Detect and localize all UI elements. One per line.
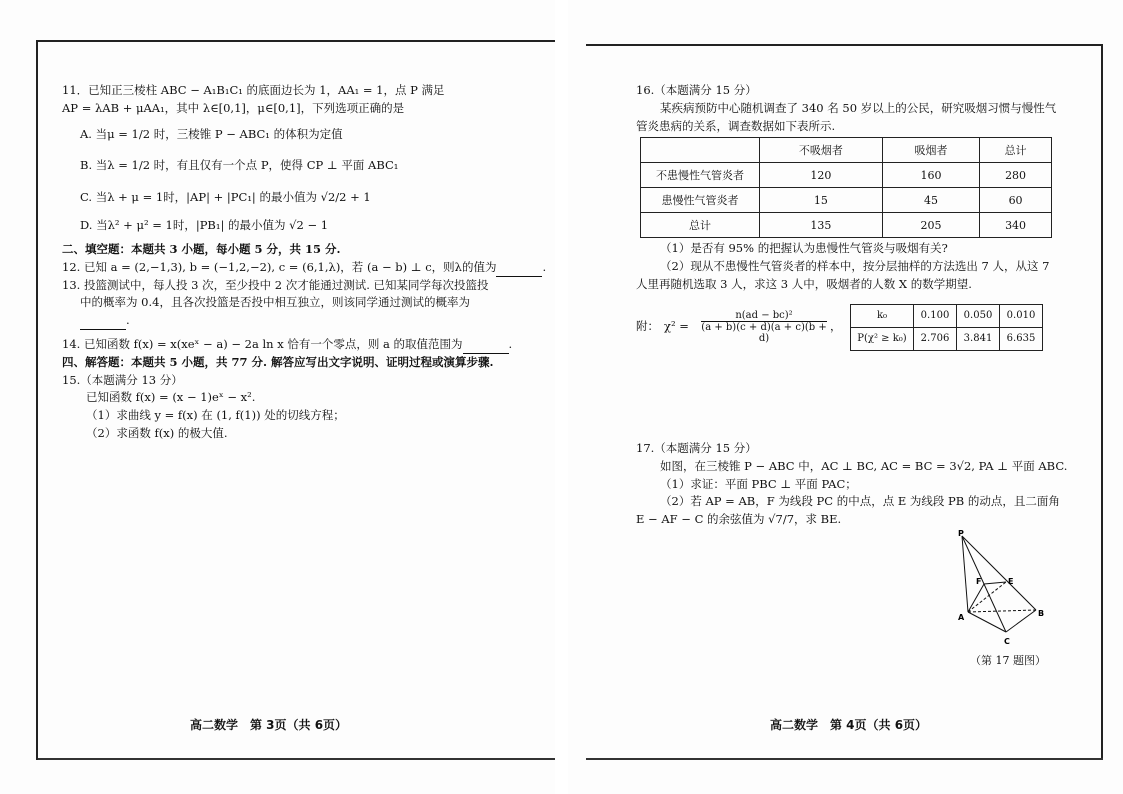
survey-table	[640, 137, 1052, 238]
segment-af	[968, 584, 984, 612]
left-border	[36, 40, 38, 760]
appendix	[636, 304, 1096, 356]
chi-square-formula	[701, 310, 827, 344]
table-cell: 160	[882, 163, 979, 188]
q12-blank	[496, 264, 542, 277]
table-cell: 总计	[641, 213, 760, 238]
q11-option-d: D. 当λ² + μ² = 1时，|PB₁| 的最小值为 √2 − 1	[80, 218, 329, 233]
q11-option-b: B. 当λ = 1/2 时，有且仅有一个点 P，使得 CP ⊥ 平面 ABC₁	[80, 158, 399, 173]
figure-caption: （第 17 题图）	[970, 654, 1046, 667]
q13-end: .	[126, 313, 130, 328]
edge-cb	[1006, 610, 1036, 632]
q13-line3	[62, 312, 532, 330]
edge-ac	[968, 612, 1006, 632]
q13-line2: 中的概率为 0.4，且各次投篮是否投中相互独立，则该同学通过测试的概率为	[80, 295, 470, 310]
pyramid-figure	[948, 528, 1048, 650]
table-cell: 280	[980, 163, 1052, 188]
appendix-comma: ，	[830, 318, 842, 333]
q11-line1: 11．已知正三棱柱 ABC − A₁B₁C₁ 的底面边长为 1，AA₁ = 1，点 P 满足	[62, 83, 445, 97]
top-border	[586, 44, 1103, 46]
q17-part2-line1: （2）若 AP = AB，F 为线段 PC 的中点，点 E 为线段 PB 的动点，且二面角	[660, 494, 1060, 509]
q12-text: 12. 已知 a = (2,−1,3), b = (−1,2,−2), c = (6,1,λ)，若 (a − b) ⊥ c，则λ的值为	[62, 259, 497, 274]
q15-title: 15.（本题满分 13 分）	[62, 372, 183, 387]
table-cell: 15	[760, 188, 883, 213]
q15-given: 已知函数 f(x) = (x − 1)eˣ − x².	[86, 390, 256, 405]
table-row	[641, 213, 1052, 238]
table-cell: 120	[760, 163, 883, 188]
left-content	[62, 82, 547, 443]
table-cell: 205	[882, 213, 979, 238]
table-cell: 患慢性气管炎者	[641, 188, 760, 213]
chi-square-numerator: n(ad − bc)²	[701, 310, 827, 322]
edge-pb	[962, 536, 1036, 610]
q16-intro1: 某疾病预防中心随机调查了 340 名 50 岁以上的公民，研究吸烟习惯与慢性气	[660, 100, 1057, 115]
label-e: E	[1008, 577, 1014, 586]
table-header-cell: 吸烟者	[882, 138, 979, 163]
segment-ae	[968, 582, 1006, 612]
q16-part2-line1: （2）现从不患慢性气管炎者的样本中，按分层抽样的方法选出 7 人，从这 7	[660, 259, 1050, 274]
q11-option-c: C. 当λ + μ = 1时，|AP| + |PC₁| 的最小值为 √2/2 + 1	[80, 190, 371, 205]
table-row	[851, 327, 1043, 350]
q16-part2-line2: 人里再随机选取 3 人，求这 3 人中，吸烟者的人数 X 的数学期望.	[636, 277, 972, 292]
table-cell: 0.010	[1000, 304, 1043, 327]
label-a: A	[958, 613, 965, 622]
table-cell: 0.050	[957, 304, 1000, 327]
table-cell: 2.706	[914, 327, 957, 350]
appendix-label: 附：	[636, 318, 659, 333]
q17-part1: （1）求证：平面 PBC ⊥ 平面 PAC；	[660, 476, 857, 491]
right-footer: 高二数学 第 4页（共 6页）	[770, 718, 928, 732]
table-cell: 不患慢性气管炎者	[641, 163, 760, 188]
q13-line1: 13. 投篮测试中，每人投 3 次，至少投中 2 次才能通过测试. 已知某同学每次投篮投	[62, 277, 489, 292]
table-cell: P(χ² ≥ k₀)	[851, 327, 914, 350]
table-header-row	[641, 138, 1052, 163]
table-header-cell	[641, 138, 760, 163]
table-cell: 135	[760, 213, 883, 238]
edge-ab	[968, 610, 1036, 612]
right-content	[636, 82, 1096, 529]
q14: 14. 已知函数 f(x) = x(xeˣ − a) − 2a ln x 恰有一个零点，则 a 的取值范围为 .	[62, 336, 532, 354]
q17-title: 17.（本题满分 15 分）	[636, 440, 757, 455]
top-border	[38, 40, 555, 42]
section-fill-in: 二、填空题：本题共 3 小题，每小题 5 分，共 15 分.	[62, 241, 341, 256]
q12: 12. 已知 a = (2,−1,3), b = (−1,2,−2), c = (6,1,λ)，若 (a − b) ⊥ c，则λ的值为 .	[62, 259, 532, 277]
table-header-cell: 不吸烟者	[760, 138, 883, 163]
q17-intro: 如图，在三棱锥 P − ABC 中，AC ⊥ BC, AC = BC = 3√2, PA ⊥ 平面 ABC.	[660, 458, 1068, 473]
label-b: B	[1038, 609, 1045, 618]
q11-option-a: A. 当μ = 1/2 时，三棱锥 P − ABC₁ 的体积为定值	[80, 126, 343, 141]
label-c: C	[1004, 637, 1010, 646]
bottom-border	[586, 758, 1103, 760]
q17-part2-line2: E − AF − C 的余弦值为 √7/7，求 BE.	[636, 512, 842, 527]
chi-square-denominator: (a + b)(c + d)(a + c)(b + d)	[701, 321, 827, 344]
critical-value-table	[850, 304, 1043, 351]
table-cell: 3.841	[957, 327, 1000, 350]
q16-title: 16.（本题满分 15 分）	[636, 83, 757, 97]
chi-square-lhs: χ² =	[664, 318, 689, 333]
table-cell: 340	[980, 213, 1052, 238]
table-header-cell: 总计	[980, 138, 1052, 163]
label-f: F	[976, 577, 982, 586]
table-cell: 6.635	[1000, 327, 1043, 350]
right-border	[1101, 44, 1103, 760]
q13-blank	[80, 317, 126, 330]
q15-part2: （2）求函数 f(x) 的极大值.	[86, 426, 228, 440]
table-row	[641, 188, 1052, 213]
table-cell: 60	[980, 188, 1052, 213]
q11-line2: AP = λAB + μAA₁，其中 λ∈[0,1]，μ∈[0,1]，下列选项正确的是	[62, 100, 405, 115]
bottom-border	[38, 758, 555, 760]
label-p: P	[958, 529, 964, 538]
q14-blank	[463, 341, 509, 354]
left-footer: 高二数学 第 3页（共 6页）	[190, 718, 348, 732]
right-page	[568, 0, 1123, 794]
q16-intro2: 管炎患病的关系，调查数据如下表所示.	[636, 118, 836, 133]
section-answer: 四、解答题：本题共 5 小题，共 77 分. 解答应写出文字说明、证明过程或演算步骤.	[62, 354, 494, 369]
table-row	[851, 304, 1043, 327]
q14-text: 14. 已知函数 f(x) = x(xeˣ − a) − 2a ln x 恰有一个零点，则 a 的取值范围为	[62, 336, 463, 351]
spacer	[636, 356, 1096, 440]
q16-part1: （1）是否有 95% 的把握认为患慢性气管炎与吸烟有关?	[660, 241, 948, 256]
table-cell: k₀	[851, 304, 914, 327]
table-row	[641, 163, 1052, 188]
left-page	[0, 0, 555, 794]
table-cell: 0.100	[914, 304, 957, 327]
segment-fe	[984, 582, 1006, 584]
table-cell: 45	[882, 188, 979, 213]
q15-part1: （1）求曲线 y = f(x) 在 (1, f(1)) 处的切线方程；	[86, 408, 345, 423]
